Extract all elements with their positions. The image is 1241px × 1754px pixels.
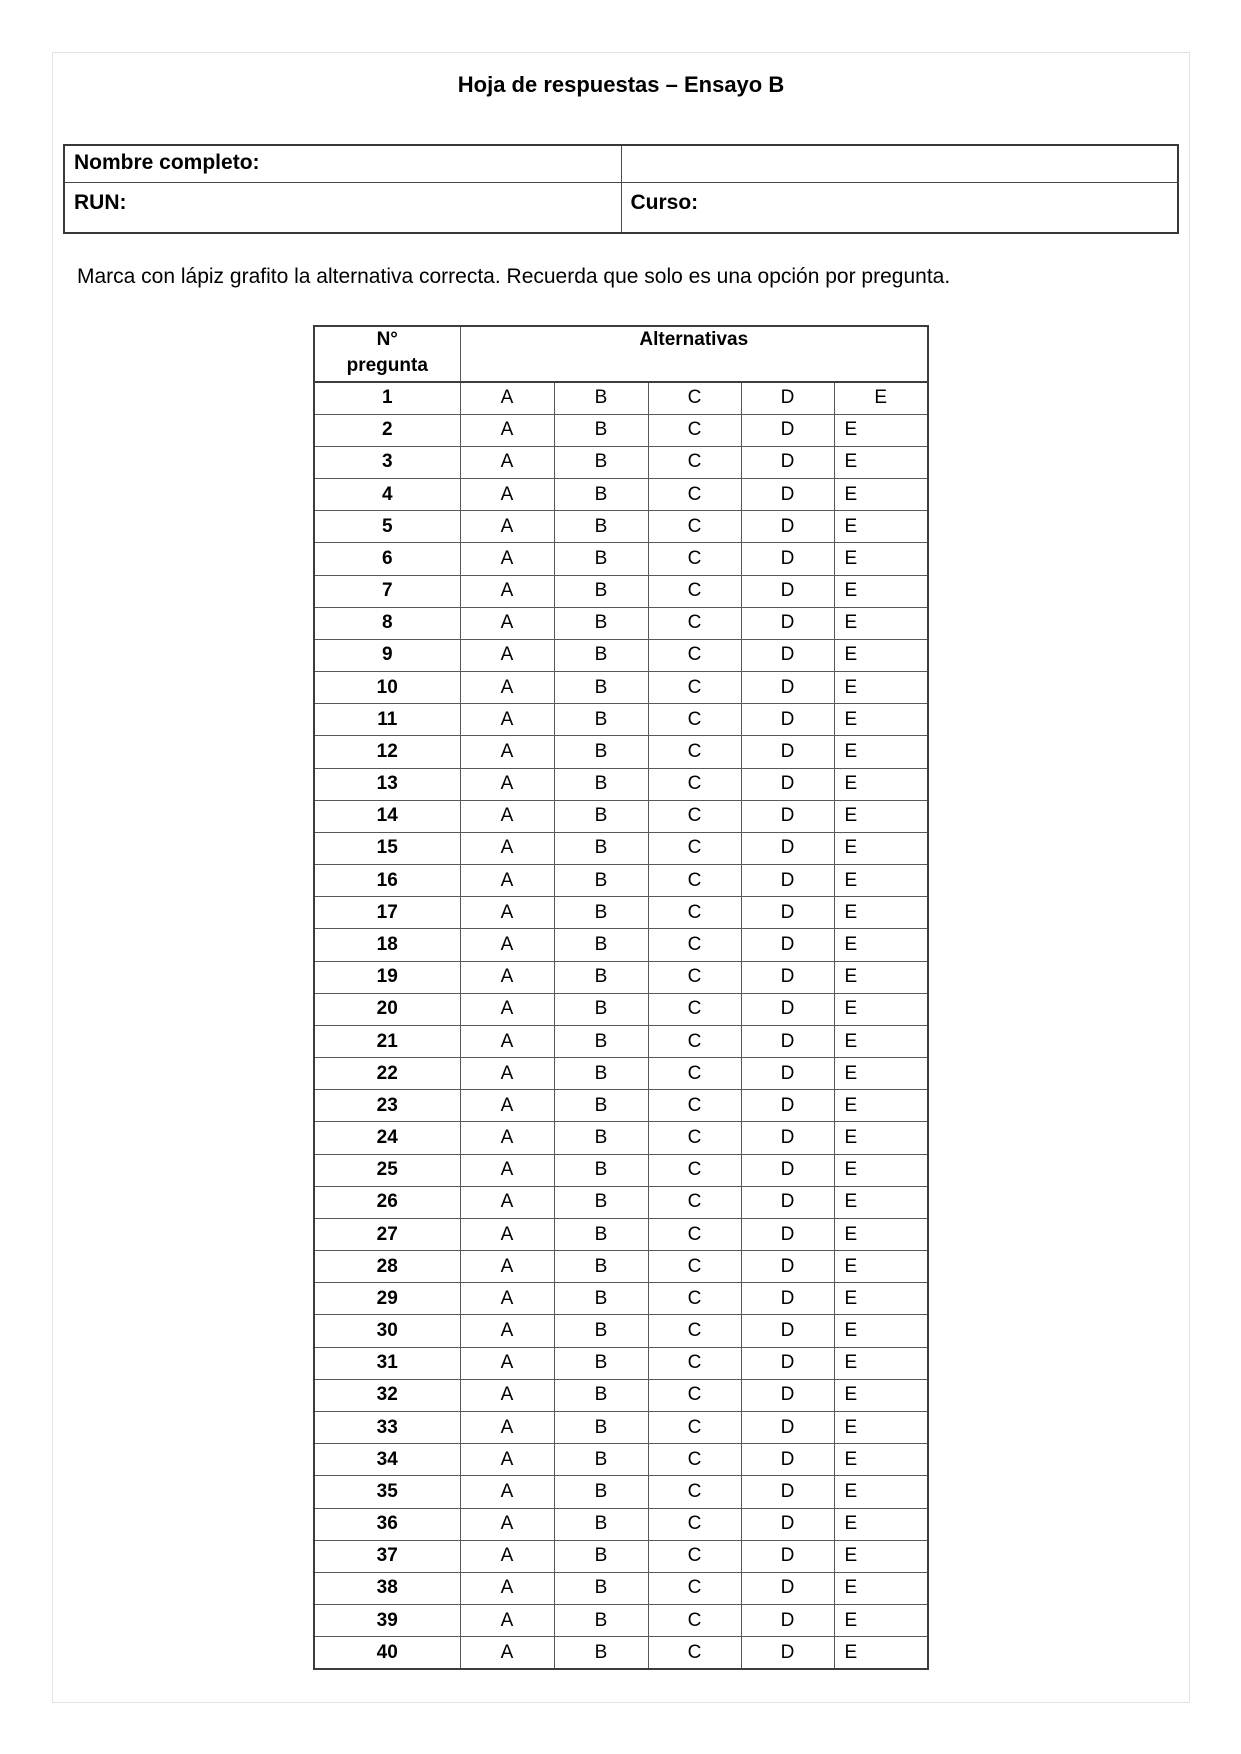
option-cell-q13-E[interactable]: E (834, 768, 928, 800)
option-cell-q4-D[interactable]: D (741, 479, 834, 511)
option-cell-q7-E[interactable]: E (834, 575, 928, 607)
answer-row-8 (314, 607, 928, 639)
option-cell-q3-E[interactable]: E (834, 446, 928, 478)
option-cell-q27-E[interactable]: E (834, 1218, 928, 1250)
option-cell-q10-C[interactable]: C (648, 672, 741, 704)
question-number-header (314, 326, 460, 382)
option-cell-q4-B[interactable]: B (554, 479, 648, 511)
answer-row-22 (314, 1058, 928, 1090)
option-cell-q5-C[interactable]: C (648, 511, 741, 543)
option-cell-q35-A[interactable]: A (460, 1476, 554, 1508)
answer-row-32 (314, 1379, 928, 1411)
option-cell-q32-D[interactable]: D (741, 1379, 834, 1411)
option-cell-q14-A[interactable]: A (460, 800, 554, 832)
question-number-23: 23 (314, 1090, 460, 1122)
option-cell-q14-C[interactable]: C (648, 800, 741, 832)
question-number-17: 17 (314, 897, 460, 929)
option-cell-q19-C[interactable]: C (648, 961, 741, 993)
option-cell-q15-B[interactable]: B (554, 832, 648, 864)
option-cell-q29-D[interactable]: D (741, 1283, 834, 1315)
answer-row-37 (314, 1540, 928, 1572)
option-cell-q33-E[interactable]: E (834, 1412, 928, 1444)
option-cell-q33-D[interactable]: D (741, 1412, 834, 1444)
option-cell-q26-A[interactable]: A (460, 1186, 554, 1218)
option-cell-q1-E[interactable]: E (834, 382, 928, 414)
question-number-30: 30 (314, 1315, 460, 1347)
question-number-6: 6 (314, 543, 460, 575)
question-number-40: 40 (314, 1637, 460, 1669)
option-cell-q2-E[interactable]: E (834, 414, 928, 446)
option-cell-q22-A[interactable]: A (460, 1058, 554, 1090)
answer-row-34 (314, 1444, 928, 1476)
answer-row-40 (314, 1637, 928, 1669)
question-number-3: 3 (314, 446, 460, 478)
answer-row-20 (314, 993, 928, 1025)
option-cell-q4-C[interactable]: C (648, 479, 741, 511)
name-value-field[interactable] (621, 145, 1178, 183)
option-cell-q6-A[interactable]: A (460, 543, 554, 575)
option-cell-q3-B[interactable]: B (554, 446, 648, 478)
option-cell-q11-C[interactable]: C (648, 704, 741, 736)
instruction-text: Marca con lápiz grafito la alternativa correcta. Recuerda que solo es una opción por pregunta. (77, 265, 951, 288)
option-cell-q14-B[interactable]: B (554, 800, 648, 832)
question-number-14: 14 (314, 800, 460, 832)
option-cell-q21-A[interactable]: A (460, 1025, 554, 1057)
option-cell-q7-C[interactable]: C (648, 575, 741, 607)
option-cell-q1-B[interactable]: B (554, 382, 648, 414)
answer-row-21 (314, 1025, 928, 1057)
option-cell-q22-B[interactable]: B (554, 1058, 648, 1090)
option-cell-q24-C[interactable]: C (648, 1122, 741, 1154)
question-number-31: 31 (314, 1347, 460, 1379)
option-cell-q11-B[interactable]: B (554, 704, 648, 736)
answer-row-26 (314, 1186, 928, 1218)
option-cell-q39-E[interactable]: E (834, 1605, 928, 1637)
page-title: Hoja de respuestas – Ensayo B (457, 72, 785, 97)
option-cell-q19-D[interactable]: D (741, 961, 834, 993)
option-cell-q33-B[interactable]: B (554, 1412, 648, 1444)
question-number-13: 13 (314, 768, 460, 800)
option-cell-q8-C[interactable]: C (648, 607, 741, 639)
option-cell-q35-B[interactable]: B (554, 1476, 648, 1508)
question-number-8: 8 (314, 607, 460, 639)
option-cell-q10-A[interactable]: A (460, 672, 554, 704)
question-number-20: 20 (314, 993, 460, 1025)
option-cell-q25-B[interactable]: B (554, 1154, 648, 1186)
option-cell-q36-A[interactable]: A (460, 1508, 554, 1540)
option-cell-q26-C[interactable]: C (648, 1186, 741, 1218)
option-cell-q40-A[interactable]: A (460, 1637, 554, 1669)
option-cell-q32-E[interactable]: E (834, 1379, 928, 1411)
option-cell-q25-C[interactable]: C (648, 1154, 741, 1186)
option-cell-q9-A[interactable]: A (460, 639, 554, 671)
answer-row-24 (314, 1122, 928, 1154)
option-cell-q20-C[interactable]: C (648, 993, 741, 1025)
option-cell-q29-A[interactable]: A (460, 1283, 554, 1315)
option-cell-q13-C[interactable]: C (648, 768, 741, 800)
option-cell-q14-E[interactable]: E (834, 800, 928, 832)
option-cell-q6-E[interactable]: E (834, 543, 928, 575)
option-cell-q5-D[interactable]: D (741, 511, 834, 543)
option-cell-q18-D[interactable]: D (741, 929, 834, 961)
question-number-11: 11 (314, 704, 460, 736)
option-cell-q16-A[interactable]: A (460, 865, 554, 897)
option-cell-q24-D[interactable]: D (741, 1122, 834, 1154)
option-cell-q11-D[interactable]: D (741, 704, 834, 736)
option-cell-q3-A[interactable]: A (460, 446, 554, 478)
option-cell-q23-B[interactable]: B (554, 1090, 648, 1122)
answer-row-14 (314, 800, 928, 832)
alternatives-header: Alternativas (460, 326, 928, 382)
option-cell-q40-B[interactable]: B (554, 1637, 648, 1669)
option-cell-q34-B[interactable]: B (554, 1444, 648, 1476)
question-number-7: 7 (314, 575, 460, 607)
option-cell-q17-C[interactable]: C (648, 897, 741, 929)
option-cell-q21-B[interactable]: B (554, 1025, 648, 1057)
option-cell-q13-D[interactable]: D (741, 768, 834, 800)
option-cell-q35-E[interactable]: E (834, 1476, 928, 1508)
option-cell-q2-D[interactable]: D (741, 414, 834, 446)
option-cell-q19-B[interactable]: B (554, 961, 648, 993)
option-cell-q34-D[interactable]: D (741, 1444, 834, 1476)
question-number-16: 16 (314, 865, 460, 897)
option-cell-q14-D[interactable]: D (741, 800, 834, 832)
option-cell-q17-E[interactable]: E (834, 897, 928, 929)
info-row-run-curso (64, 183, 1178, 234)
option-cell-q37-C[interactable]: C (648, 1540, 741, 1572)
option-cell-q26-B[interactable]: B (554, 1186, 648, 1218)
option-cell-q9-D[interactable]: D (741, 639, 834, 671)
answer-row-16 (314, 865, 928, 897)
question-number-10: 10 (314, 672, 460, 704)
option-cell-q20-E[interactable]: E (834, 993, 928, 1025)
option-cell-q3-C[interactable]: C (648, 446, 741, 478)
run-label: RUN: (74, 191, 127, 214)
option-cell-q10-E[interactable]: E (834, 672, 928, 704)
option-cell-q27-A[interactable]: A (460, 1218, 554, 1250)
option-cell-q5-E[interactable]: E (834, 511, 928, 543)
option-cell-q29-E[interactable]: E (834, 1283, 928, 1315)
option-cell-q12-D[interactable]: D (741, 736, 834, 768)
option-cell-q39-B[interactable]: B (554, 1605, 648, 1637)
question-number-28: 28 (314, 1251, 460, 1283)
option-cell-q7-B[interactable]: B (554, 575, 648, 607)
answer-row-4 (314, 479, 928, 511)
option-cell-q19-E[interactable]: E (834, 961, 928, 993)
answer-row-18 (314, 929, 928, 961)
option-cell-q16-C[interactable]: C (648, 865, 741, 897)
option-cell-q32-A[interactable]: A (460, 1379, 554, 1411)
option-cell-q37-B[interactable]: B (554, 1540, 648, 1572)
answer-row-25 (314, 1154, 928, 1186)
option-cell-q38-B[interactable]: B (554, 1572, 648, 1604)
question-number-37: 37 (314, 1540, 460, 1572)
option-cell-q38-C[interactable]: C (648, 1572, 741, 1604)
option-cell-q9-C[interactable]: C (648, 639, 741, 671)
curso-label: Curso: (630, 191, 699, 214)
option-cell-q30-D[interactable]: D (741, 1315, 834, 1347)
option-cell-q2-B[interactable]: B (554, 414, 648, 446)
answer-row-29 (314, 1283, 928, 1315)
option-cell-q24-A[interactable]: A (460, 1122, 554, 1154)
option-cell-q29-C[interactable]: C (648, 1283, 741, 1315)
option-cell-q15-D[interactable]: D (741, 832, 834, 864)
question-number-19: 19 (314, 961, 460, 993)
answer-row-10 (314, 672, 928, 704)
option-cell-q16-D[interactable]: D (741, 865, 834, 897)
question-number-4: 4 (314, 479, 460, 511)
option-cell-q2-A[interactable]: A (460, 414, 554, 446)
question-number-header-line1: N° (376, 329, 398, 350)
option-cell-q25-D[interactable]: D (741, 1154, 834, 1186)
option-cell-q18-E[interactable]: E (834, 929, 928, 961)
option-cell-q17-B[interactable]: B (554, 897, 648, 929)
answer-row-1 (314, 382, 928, 414)
option-cell-q28-E[interactable]: E (834, 1251, 928, 1283)
option-cell-q34-A[interactable]: A (460, 1444, 554, 1476)
option-cell-q26-E[interactable]: E (834, 1186, 928, 1218)
option-cell-q28-C[interactable]: C (648, 1251, 741, 1283)
answer-row-7 (314, 575, 928, 607)
option-cell-q6-C[interactable]: C (648, 543, 741, 575)
option-cell-q12-A[interactable]: A (460, 736, 554, 768)
option-cell-q22-E[interactable]: E (834, 1058, 928, 1090)
question-number-1: 1 (314, 382, 460, 414)
info-row-name (64, 145, 1178, 183)
option-cell-q11-E[interactable]: E (834, 704, 928, 736)
question-number-34: 34 (314, 1444, 460, 1476)
option-cell-q33-A[interactable]: A (460, 1412, 554, 1444)
question-number-35: 35 (314, 1476, 460, 1508)
option-cell-q36-C[interactable]: C (648, 1508, 741, 1540)
option-cell-q31-D[interactable]: D (741, 1347, 834, 1379)
option-cell-q1-C[interactable]: C (648, 382, 741, 414)
option-cell-q19-A[interactable]: A (460, 961, 554, 993)
option-cell-q38-D[interactable]: D (741, 1572, 834, 1604)
option-cell-q40-E[interactable]: E (834, 1637, 928, 1669)
question-number-15: 15 (314, 832, 460, 864)
option-cell-q37-E[interactable]: E (834, 1540, 928, 1572)
option-cell-q27-C[interactable]: C (648, 1218, 741, 1250)
answer-row-27 (314, 1218, 928, 1250)
answer-row-33 (314, 1412, 928, 1444)
option-cell-q20-B[interactable]: B (554, 993, 648, 1025)
option-cell-q31-C[interactable]: C (648, 1347, 741, 1379)
option-cell-q13-A[interactable]: A (460, 768, 554, 800)
option-cell-q1-A[interactable]: A (460, 382, 554, 414)
question-number-29: 29 (314, 1283, 460, 1315)
question-number-9: 9 (314, 639, 460, 671)
answer-row-39 (314, 1605, 928, 1637)
option-cell-q27-B[interactable]: B (554, 1218, 648, 1250)
option-cell-q24-B[interactable]: B (554, 1122, 648, 1154)
option-cell-q4-A[interactable]: A (460, 479, 554, 511)
option-cell-q40-D[interactable]: D (741, 1637, 834, 1669)
answer-row-2 (314, 414, 928, 446)
option-cell-q15-A[interactable]: A (460, 832, 554, 864)
answer-row-23 (314, 1090, 928, 1122)
option-cell-q31-E[interactable]: E (834, 1347, 928, 1379)
option-cell-q20-A[interactable]: A (460, 993, 554, 1025)
answer-row-5 (314, 511, 928, 543)
option-cell-q29-B[interactable]: B (554, 1283, 648, 1315)
option-cell-q11-A[interactable]: A (460, 704, 554, 736)
option-cell-q15-E[interactable]: E (834, 832, 928, 864)
option-cell-q20-D[interactable]: D (741, 993, 834, 1025)
question-number-12: 12 (314, 736, 460, 768)
option-cell-q15-C[interactable]: C (648, 832, 741, 864)
question-number-26: 26 (314, 1186, 460, 1218)
option-cell-q18-B[interactable]: B (554, 929, 648, 961)
option-cell-q36-E[interactable]: E (834, 1508, 928, 1540)
option-cell-q39-A[interactable]: A (460, 1605, 554, 1637)
option-cell-q25-E[interactable]: E (834, 1154, 928, 1186)
option-cell-q27-D[interactable]: D (741, 1218, 834, 1250)
option-cell-q5-A[interactable]: A (460, 511, 554, 543)
option-cell-q12-B[interactable]: B (554, 736, 648, 768)
question-number-21: 21 (314, 1025, 460, 1057)
option-cell-q10-B[interactable]: B (554, 672, 648, 704)
question-number-header-line2: pregunta (346, 355, 428, 376)
option-cell-q23-D[interactable]: D (741, 1090, 834, 1122)
name-label-cell (64, 145, 621, 183)
option-cell-q5-B[interactable]: B (554, 511, 648, 543)
option-cell-q8-B[interactable]: B (554, 607, 648, 639)
curso-field[interactable] (621, 183, 1178, 234)
option-cell-q16-B[interactable]: B (554, 865, 648, 897)
question-number-36: 36 (314, 1508, 460, 1540)
option-cell-q12-C[interactable]: C (648, 736, 741, 768)
option-cell-q8-E[interactable]: E (834, 607, 928, 639)
option-cell-q35-D[interactable]: D (741, 1476, 834, 1508)
option-cell-q6-D[interactable]: D (741, 543, 834, 575)
question-number-5: 5 (314, 511, 460, 543)
answer-row-15 (314, 832, 928, 864)
option-cell-q28-B[interactable]: B (554, 1251, 648, 1283)
question-number-24: 24 (314, 1122, 460, 1154)
run-field[interactable] (64, 183, 621, 234)
option-cell-q9-E[interactable]: E (834, 639, 928, 671)
option-cell-q33-C[interactable]: C (648, 1412, 741, 1444)
option-cell-q37-D[interactable]: D (741, 1540, 834, 1572)
answer-row-17 (314, 897, 928, 929)
answer-row-12 (314, 736, 928, 768)
option-cell-q9-B[interactable]: B (554, 639, 648, 671)
answer-row-13 (314, 768, 928, 800)
option-cell-q4-E[interactable]: E (834, 479, 928, 511)
answer-row-28 (314, 1251, 928, 1283)
option-cell-q18-A[interactable]: A (460, 929, 554, 961)
option-cell-q8-A[interactable]: A (460, 607, 554, 639)
option-cell-q18-C[interactable]: C (648, 929, 741, 961)
option-cell-q8-D[interactable]: D (741, 607, 834, 639)
option-cell-q36-B[interactable]: B (554, 1508, 648, 1540)
answer-row-35 (314, 1476, 928, 1508)
answer-grid (313, 325, 929, 1670)
question-number-2: 2 (314, 414, 460, 446)
answer-row-38 (314, 1572, 928, 1604)
option-cell-q28-A[interactable]: A (460, 1251, 554, 1283)
option-cell-q34-C[interactable]: C (648, 1444, 741, 1476)
question-number-39: 39 (314, 1605, 460, 1637)
question-number-38: 38 (314, 1572, 460, 1604)
option-cell-q12-E[interactable]: E (834, 736, 928, 768)
answer-row-30 (314, 1315, 928, 1347)
answer-grid-header-row (314, 326, 928, 382)
option-cell-q35-C[interactable]: C (648, 1476, 741, 1508)
option-cell-q30-C[interactable]: C (648, 1315, 741, 1347)
option-cell-q38-A[interactable]: A (460, 1572, 554, 1604)
option-cell-q30-E[interactable]: E (834, 1315, 928, 1347)
option-cell-q2-C[interactable]: C (648, 414, 741, 446)
option-cell-q30-B[interactable]: B (554, 1315, 648, 1347)
option-cell-q24-E[interactable]: E (834, 1122, 928, 1154)
answer-row-3 (314, 446, 928, 478)
option-cell-q23-C[interactable]: C (648, 1090, 741, 1122)
question-number-18: 18 (314, 929, 460, 961)
option-cell-q25-A[interactable]: A (460, 1154, 554, 1186)
answer-row-31 (314, 1347, 928, 1379)
question-number-32: 32 (314, 1379, 460, 1411)
option-cell-q30-A[interactable]: A (460, 1315, 554, 1347)
option-cell-q16-E[interactable]: E (834, 865, 928, 897)
option-cell-q6-B[interactable]: B (554, 543, 648, 575)
option-cell-q34-E[interactable]: E (834, 1444, 928, 1476)
option-cell-q37-A[interactable]: A (460, 1540, 554, 1572)
option-cell-q17-D[interactable]: D (741, 897, 834, 929)
question-number-25: 25 (314, 1154, 460, 1186)
option-cell-q36-D[interactable]: D (741, 1508, 834, 1540)
option-cell-q31-A[interactable]: A (460, 1347, 554, 1379)
option-cell-q32-B[interactable]: B (554, 1379, 648, 1411)
option-cell-q21-C[interactable]: C (648, 1025, 741, 1057)
name-label: Nombre completo: (74, 151, 260, 174)
option-cell-q1-D[interactable]: D (741, 382, 834, 414)
option-cell-q28-D[interactable]: D (741, 1251, 834, 1283)
option-cell-q13-B[interactable]: B (554, 768, 648, 800)
option-cell-q38-E[interactable]: E (834, 1572, 928, 1604)
option-cell-q23-E[interactable]: E (834, 1090, 928, 1122)
option-cell-q22-D[interactable]: D (741, 1058, 834, 1090)
student-info-table (63, 144, 1179, 234)
option-cell-q21-D[interactable]: D (741, 1025, 834, 1057)
option-cell-q17-A[interactable]: A (460, 897, 554, 929)
answer-row-11 (314, 704, 928, 736)
option-cell-q10-D[interactable]: D (741, 672, 834, 704)
option-cell-q7-A[interactable]: A (460, 575, 554, 607)
answer-row-19 (314, 961, 928, 993)
option-cell-q26-D[interactable]: D (741, 1186, 834, 1218)
answer-row-6 (314, 543, 928, 575)
option-cell-q3-D[interactable]: D (741, 446, 834, 478)
question-number-33: 33 (314, 1412, 460, 1444)
option-cell-q7-D[interactable]: D (741, 575, 834, 607)
option-cell-q40-C[interactable]: C (648, 1637, 741, 1669)
option-cell-q32-C[interactable]: C (648, 1379, 741, 1411)
option-cell-q22-C[interactable]: C (648, 1058, 741, 1090)
answer-row-9 (314, 639, 928, 671)
question-number-22: 22 (314, 1058, 460, 1090)
option-cell-q31-B[interactable]: B (554, 1347, 648, 1379)
question-number-27: 27 (314, 1218, 460, 1250)
option-cell-q23-A[interactable]: A (460, 1090, 554, 1122)
answer-row-36 (314, 1508, 928, 1540)
option-cell-q21-E[interactable]: E (834, 1025, 928, 1057)
option-cell-q39-D[interactable]: D (741, 1605, 834, 1637)
option-cell-q39-C[interactable]: C (648, 1605, 741, 1637)
